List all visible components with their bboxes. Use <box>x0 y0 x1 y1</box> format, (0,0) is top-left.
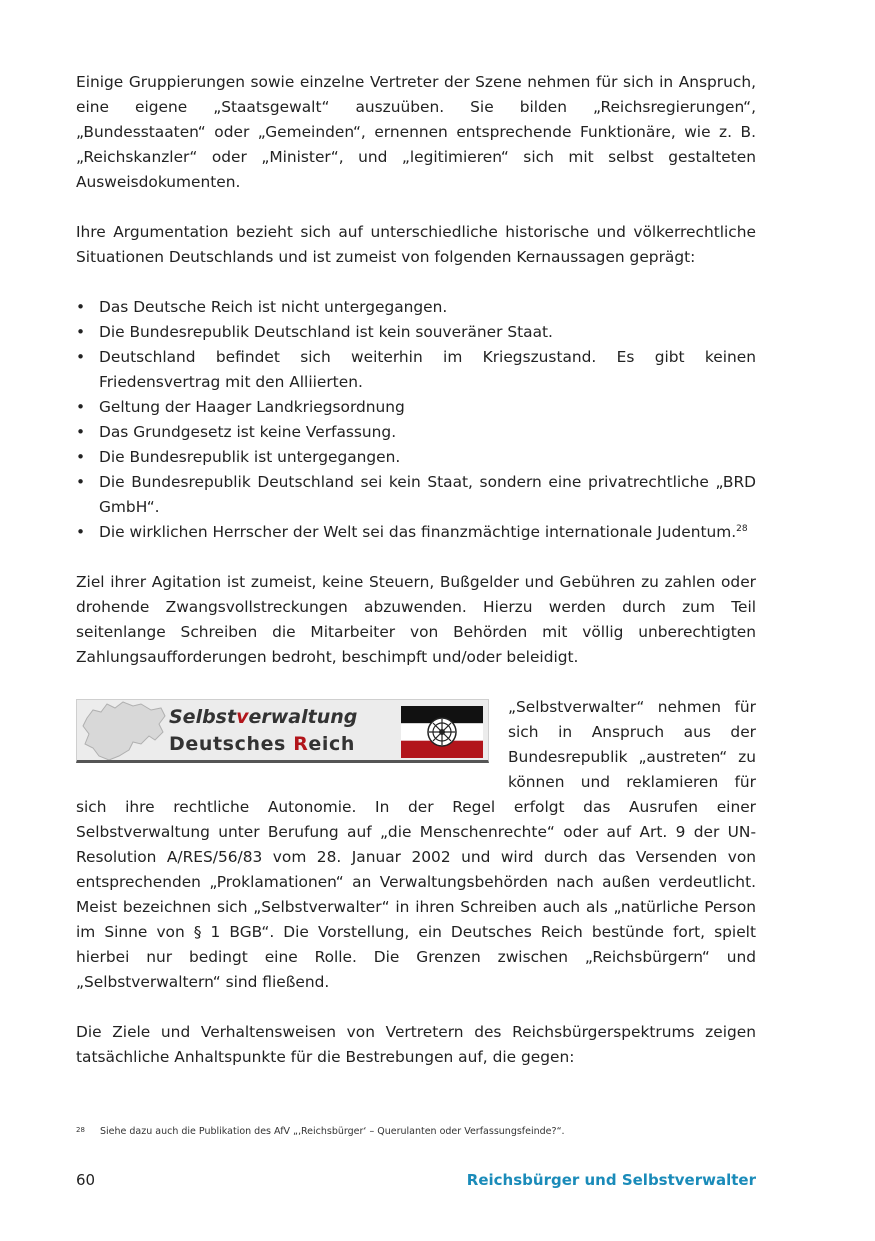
bullet-icon: • <box>76 423 86 441</box>
selbstverwaltung-banner-image <box>76 696 492 768</box>
list-item: • Das Grundgesetz ist keine Verfassung. <box>76 420 756 445</box>
paragraph-selbstverwalter: „Selbstverwalter“ nehmen für sich in Anspruch aus der Bundesrepublik „austreten“ zu können und reklamieren für sich ihre rechtliche Autonomie. In der Regel erfolgt das Ausrufen einer Selbstverwaltung unter Berufung auf „die Menschenrechte“ oder auf Art. 9 der UN-Resolution A/RES/56/83 vom 28. Januar 2002 und wird durch das Versenden von entsprechenden „Proklamationen“ an Verwaltungsbehörden nach außen verdeutlicht. Meist bezeichnen sich „Selbstverwalter“ in ihren Schreiben auch als „natürliche Person im Sinne von § 1 BGB“. Die Vorstellung, ein Deutsches Reich bestünde fort, spielt hierbei nur bedingt eine Rolle. Die Grenzen zwischen „Reichsbürgern“ und „Selbstverwaltern“ sind fließend. <box>76 698 756 991</box>
bullet-icon: • <box>76 523 86 541</box>
black-white-red-flag-icon <box>401 706 483 758</box>
paragraph-intro: Einige Gruppierungen sowie einzelne Vertreter der Szene nehmen für sich in Anspruch, eine eigene „Staatsgewalt“ auszuüben. Sie bilden „Reichsregierungen“, „Bundesstaaten“ oder „Gemeinden“, ernennen entsprechende Funktionäre, wie z. B. „Reichskanzler“ oder „Minister“, und „legitimieren“ sich mit selbst gestalteten Ausweisdokumenten. <box>76 73 756 191</box>
paragraph-argumentation: Ihre Argumentation bezieht sich auf unterschiedliche historische und völkerrechtliche Situationen Deutschlands und ist zumeist von folgenden Kernaussagen geprägt: <box>76 223 756 266</box>
core-statements-list <box>76 295 756 545</box>
bullet-icon: • <box>76 348 86 366</box>
footnote-text: Siehe dazu auch die Publikation des AfV „‚Reichsbürger‘ – Querulanten oder Verfassungsfeinde?“. <box>100 1126 565 1137</box>
banner-title-line1: Selbstverwaltung <box>169 706 358 728</box>
list-item: • Das Deutsche Reich ist nicht untergegangen. <box>76 295 756 320</box>
page-number: 60 <box>76 1171 96 1189</box>
list-item: • Die Bundesrepublik Deutschland ist kein souveräner Staat. <box>76 320 756 345</box>
germany-map-icon <box>79 700 169 762</box>
bullet-icon: • <box>76 398 86 416</box>
list-item: • Die Bundesrepublik ist untergegangen. <box>76 445 756 470</box>
footnote-number: 28 <box>76 1126 85 1134</box>
bullet-icon: • <box>76 298 86 316</box>
paragraph-agitation: Ziel ihrer Agitation ist zumeist, keine Steuern, Bußgelder und Gebühren zu zahlen oder drohende Zwangsvollstreckungen abzuwenden. Hierzu werden durch zum Teil seitenlange Schreiben die Mitarbeiter von Behörden mit völlig unberechtigten Zahlungsaufforderungen bedroht, beschimpft und/oder beleidigt. <box>76 573 756 666</box>
running-footer-title: Reichsbürger und Selbstverwalter <box>466 1171 756 1189</box>
bullet-icon: • <box>76 448 86 466</box>
footnote-reference[interactable]: 28 <box>736 524 748 534</box>
paragraph-goals: Die Ziele und Verhaltensweisen von Vertretern des Reichsbürgerspektrums zeigen tatsächliche Anhaltspunkte für die Bestrebungen auf, die gegen: <box>76 1023 756 1066</box>
main-content <box>76 70 756 1070</box>
bullet-icon: • <box>76 323 86 341</box>
bullet-icon: • <box>76 473 86 491</box>
list-item: • Die Bundesrepublik Deutschland sei kein Staat, sondern eine privatrechtliche „BRD GmbH“. <box>76 470 756 520</box>
list-item: • Die wirklichen Herrscher der Welt sei das finanzmächtige internationale Judentum.$^{28}$ <box>76 520 756 545</box>
list-item: • Deutschland befindet sich weiterhin im Kriegszustand. Es gibt keinen Friedensvertrag mit den Alliierten. <box>76 345 756 395</box>
banner-title-line2: Deutsches Reich <box>169 733 356 755</box>
list-item: • Geltung der Haager Landkriegsordnung <box>76 395 756 420</box>
footnote <box>76 1126 565 1137</box>
